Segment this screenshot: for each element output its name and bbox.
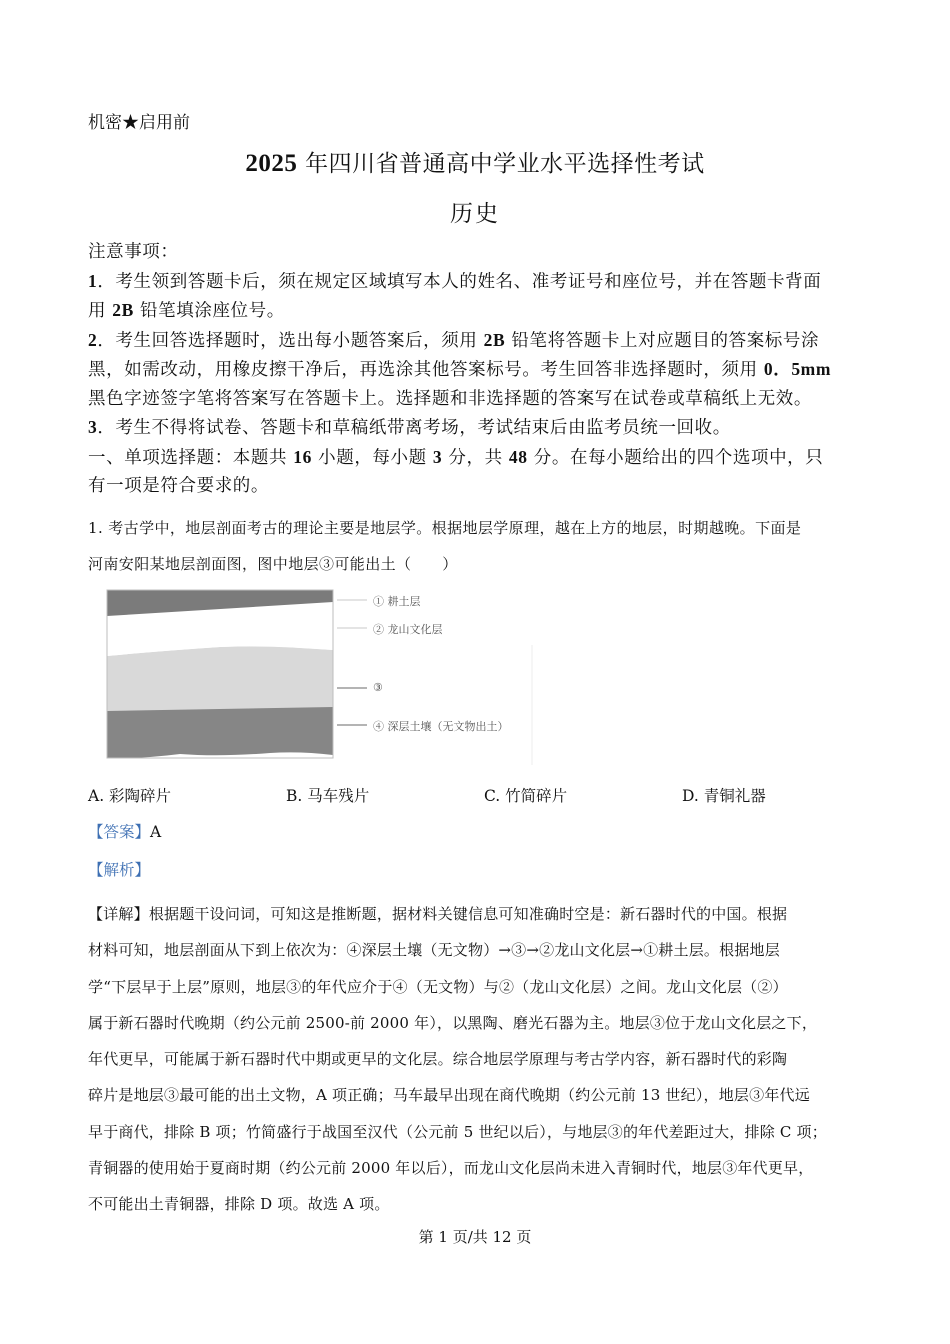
stratigraphy-diagram xyxy=(100,585,540,770)
instruction-item-2-cont xyxy=(88,355,878,385)
instruction-text: ．考生不得将试卷、答题卡和草稿纸带离考场，考试结束后由监考员统一回收。 xyxy=(97,418,731,438)
instruction-number: 3 xyxy=(88,417,98,437)
option-b: B. 马车残片 xyxy=(286,787,370,805)
answer-options xyxy=(88,784,888,806)
section-heading xyxy=(88,443,878,473)
detail-line: 材料可知，地层剖面从下到上依次为：④深层土壤（无文物）→③→②龙山文化层→①耕土层。根据地层 xyxy=(88,941,780,960)
instruction-text: 黑，如需改动，用橡皮擦干净后，再选涂其他答案标号。考生回答非选择题时，须用 xyxy=(88,360,764,380)
question-1-stem xyxy=(88,510,888,582)
detail-line: 学“下层早于上层”原则，地层③的年代应介于④（无文物）与②（龙山文化层）之间。龙山文化层（②） xyxy=(88,977,788,996)
instruction-bold: 2B xyxy=(483,329,506,350)
layer-4-shape xyxy=(107,706,333,758)
section-heading-cont: 有一项是符合要求的。 xyxy=(88,476,269,496)
section-text: 分，共 xyxy=(442,447,509,468)
analysis-label: 【解析】 xyxy=(88,861,151,879)
detail-line: 不可能出土青铜器，排除 D 项。故选 A 项。 xyxy=(88,1195,390,1214)
confidential-mark: 机密★启用前 xyxy=(88,113,190,133)
layer-2-label: ② 龙山文化层 xyxy=(373,623,443,636)
instruction-text: 用 xyxy=(88,301,113,321)
option-a: A. 彩陶碎片 xyxy=(88,787,172,805)
page-number: 第 1 页/共 12 页 xyxy=(418,1228,532,1246)
instruction-number: 2 xyxy=(88,329,98,350)
question-stem-line: 河南安阳某地层剖面图，图中地层③可能出土（ ） xyxy=(88,555,458,573)
answer-row xyxy=(88,820,161,842)
answer-label: 【答案】 xyxy=(88,823,151,841)
detail-line: 碎片是地层③最可能的出土文物，A 项正确；马车最早出现在商代晚期（约公元前 13 世纪），地层③年代远 xyxy=(88,1086,810,1105)
instruction-text: 黑色字迹签字笔将答案写在答题卡上。选择题和非选择题的答案写在试卷或草稿纸上无效。 xyxy=(88,388,812,409)
exam-instructions xyxy=(88,238,878,501)
stratum-profile-figure xyxy=(100,585,540,770)
instruction-item-2 xyxy=(88,326,878,356)
instruction-bold: 0．5mm xyxy=(763,359,832,379)
instructions-heading: 注意事项： xyxy=(88,242,179,262)
exam-title-year: 2025 xyxy=(245,150,298,177)
instruction-text: 铅笔填涂座位号。 xyxy=(133,301,285,321)
subject-title: 历史 xyxy=(450,201,500,227)
instruction-item-1 xyxy=(88,267,878,297)
section-text: 一、单项选择题：本题共 xyxy=(88,447,294,468)
instruction-item-2-cont2 xyxy=(88,385,878,414)
layer-3-shape xyxy=(107,646,333,711)
layer-4-label: ④ 深层土壤（无文物出土） xyxy=(373,720,509,733)
detail-line: 早于商代，排除 B 项；竹简盛行于战国至汉代（公元前 5 世纪以后），与地层③的年代差距过大，排除 C 项； xyxy=(88,1122,827,1141)
instruction-bold: 2B xyxy=(112,300,134,320)
answer-value: A xyxy=(150,823,162,841)
detail-line: 青铜器的使用始于夏商时期（约公元前 2000 年以后），而龙山文化层尚未进入青铜时代，地层③年代更早， xyxy=(88,1159,814,1178)
detail-line xyxy=(88,896,898,932)
instruction-item-1-cont xyxy=(88,296,878,326)
option-c: C. 竹简碎片 xyxy=(484,787,568,805)
section-total: 48 xyxy=(508,446,528,467)
section-points: 3 xyxy=(432,446,443,467)
detail-label: 【详解】 xyxy=(88,905,149,923)
instruction-text: ．考生回答选择题时，选出每小题答案后，须用 xyxy=(97,330,484,351)
layer-3-label: ③ xyxy=(373,681,383,694)
instruction-number: 1 xyxy=(88,270,98,291)
instruction-text: 铅笔将答题卡上对应题目的答案标号涂 xyxy=(505,330,820,351)
detailed-explanation xyxy=(88,896,898,1223)
exam-title xyxy=(0,145,950,178)
detail-text: 根据题干设问词，可知这是推断题，据材料关键信息可知准确时空是：新石器时代的中国。根据 xyxy=(148,905,788,923)
detail-line: 属于新石器时代晚期（约公元前 2500-前 2000 年），以黑陶、磨光石器为主。地层③位于龙山文化层之下， xyxy=(88,1013,818,1032)
option-d: D. 青铜礼器 xyxy=(682,787,766,805)
question-stem-line: 1. 考古学中，地层剖面考古的理论主要是地层学。根据地层学原理，越在上方的地层，时期越晚。下面是 xyxy=(88,519,802,537)
exam-title-text: 年四川省普通高中学业水平选择性考试 xyxy=(305,151,705,177)
detail-line: 年代更早，可能属于新石器时代中期或更早的文化层。综合地层学原理与考古学内容，新石器时代的彩陶 xyxy=(88,1050,788,1069)
instruction-item-3 xyxy=(88,413,878,443)
instruction-text: ．考生领到答题卡后，须在规定区域填写本人的姓名、准考证号和座位号，并在答题卡背面 xyxy=(97,271,822,292)
section-text: 小题，每小题 xyxy=(311,447,433,468)
layer-1-label: ① 耕土层 xyxy=(373,595,421,608)
section-count: 16 xyxy=(293,446,312,467)
section-text: 分。在每小题给出的四个选项中，只 xyxy=(527,447,824,468)
